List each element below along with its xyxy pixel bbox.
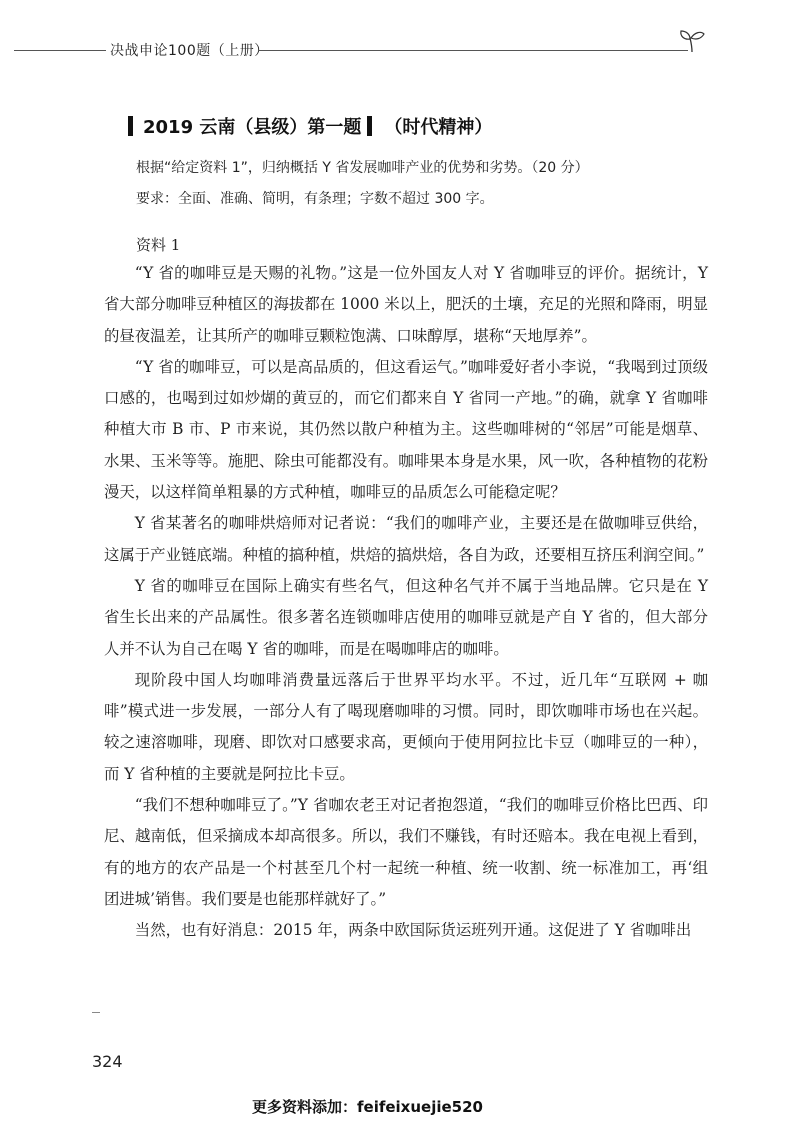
material-paragraph: Y 省的咖啡豆在国际上确实有些名气，但这种名气并不属于当地品牌。它只是在 Y 省生长出来的产品属性。很多著名连锁咖啡店使用的咖啡豆就是产自 Y 省的，但大部分人并不认为自己在喝 Y 省的咖啡，而是在喝咖啡店的咖啡。 — [104, 576, 708, 658]
heading-bar-left — [128, 116, 133, 136]
page-number: 324 — [92, 1052, 123, 1071]
heading-bar-right — [367, 116, 372, 136]
question-prompt: 根据“给定资料 1”，归纳概括 Y 省发展咖啡产业的优势和劣势。（20 分） — [136, 160, 589, 176]
footer-contact: 更多资料添加：feifeixuejie520 — [252, 1098, 483, 1116]
material-paragraph: 当然，也有好消息：2015 年，两条中欧国际货运班列开通。这促进了 Y 省咖啡出 — [134, 921, 692, 940]
question-requirement: 要求：全面、准确、简明，有条理；字数不超过 300 字。 — [136, 191, 494, 207]
margin-mark — [92, 1012, 100, 1013]
section-heading — [128, 113, 492, 139]
material-paragraph: “Y 省的咖啡豆，可以是高品质的，但这看运气。”咖啡爱好者小李说，“我喝到过顶级口感的，也喝到过如炒煳的黄豆的，而它们都来自 Y 省同一产地。”的确，就拿 Y 省咖啡种植大市 B 市、P 市来说，其仍然以散户种植为主。这些咖啡树的“邻居”可能是烟草、水果、玉米等等。施肥、除虫可能都没有。咖啡果本身是水果，风一吹，各种植物的花粉漫天，以这样简单粗暴的方式种植，咖啡豆的品质怎么可能稳定呢？ — [104, 357, 708, 502]
material-label: 资料 1 — [136, 236, 181, 254]
section-theme: （时代精神） — [384, 117, 493, 138]
material-body — [104, 258, 708, 947]
material-paragraph: Y 省某著名的咖啡烘焙师对记者说：“我们的咖啡产业，主要还是在做咖啡豆供给，这属于产业链底端。种植的搞种植，烘焙的搞烘焙，各自为政，还要相互挤压利润空间。” — [104, 514, 708, 564]
sprout-icon — [678, 28, 706, 54]
header-rule-right — [258, 50, 688, 51]
header-rule-left — [14, 50, 106, 51]
material-paragraph: “Y 省的咖啡豆是天赐的礼物。”这是一位外国友人对 Y 省咖啡豆的评价。据统计，Y 省大部分咖啡豆种植区的海拔都在 1000 米以上，肥沃的土壤，充足的光照和降雨，明显的昼夜温差，让其所产的咖啡豆颗粒饱满、口味醇厚，堪称“天地厚养”。 — [104, 264, 708, 345]
section-title-text: 2019 云南（县级）第一题 — [143, 117, 362, 138]
material-paragraph: “我们不想种咖啡豆了。”Y 省咖农老王对记者抱怨道，“我们的咖啡豆价格比巴西、印尼、越南低，但采摘成本却高很多。所以，我们不赚钱，有时还赔本。我在电视上看到，有的地方的农产品是一个村甚至几个村一起统一种植、统一收割、统一标准加工，再‘组团进城’销售。我们要是也能那样就好了。” — [104, 796, 708, 908]
book-title: 决战申论100题（上册） — [110, 43, 269, 59]
material-paragraph: 现阶段中国人均咖啡消费量远落后于世界平均水平。不过，近几年“互联网 + 咖啡”模式进一步发展，一部分人有了喝现磨咖啡的习惯。同时，即饮咖啡市场也在兴起。较之速溶咖啡，现磨、即饮对口感要求高，更倾向于使用阿拉比卡豆（咖啡豆的一种），而 Y 省种植的主要就是阿拉比卡豆。 — [104, 670, 708, 783]
